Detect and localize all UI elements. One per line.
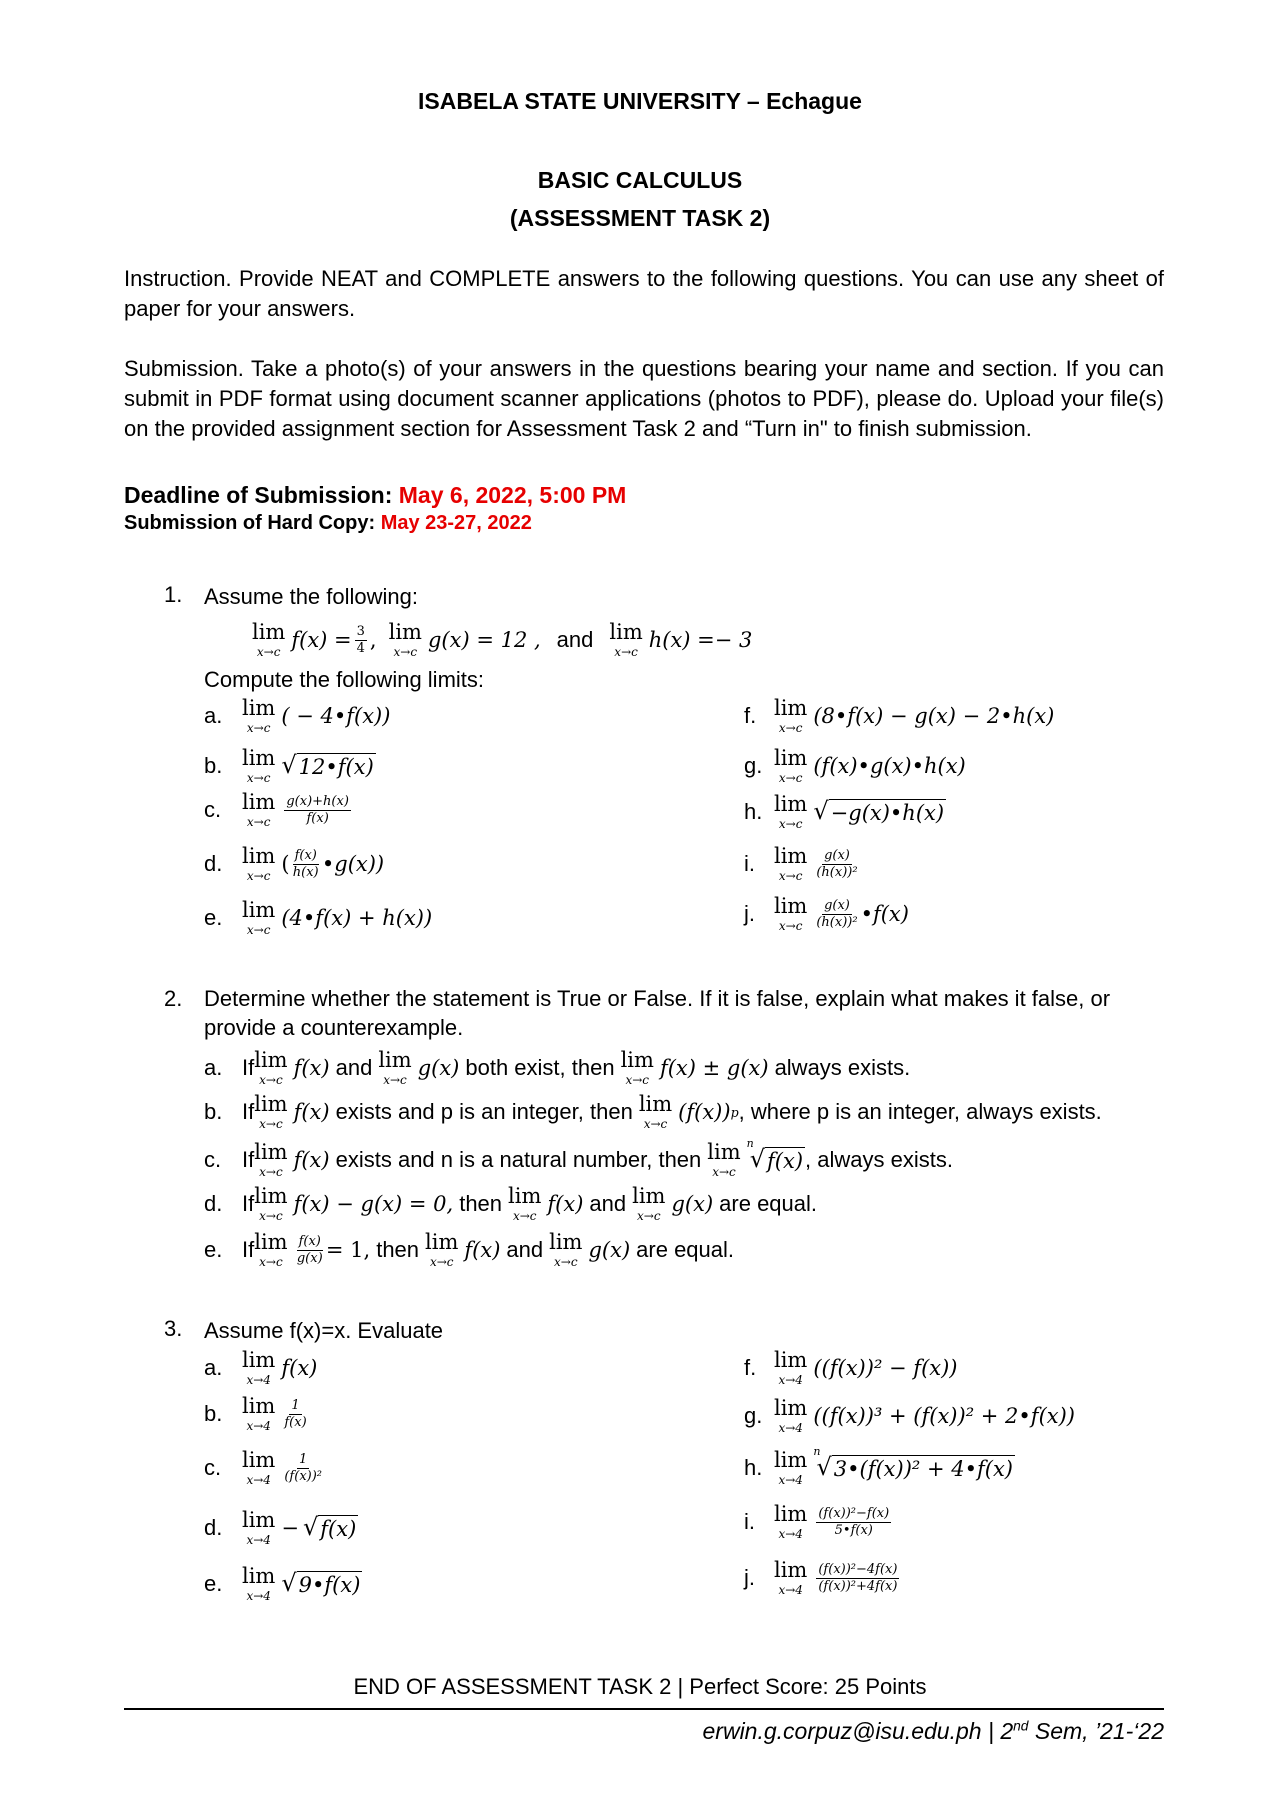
lim-operator: lim x→4	[774, 1502, 808, 1541]
q1-compute: Compute the following limits:	[204, 667, 485, 692]
lim-operator: lim x→c	[242, 696, 276, 735]
deadline-value: May 6, 2022, 5:00 PM	[398, 482, 627, 508]
lim-operator: lim x→c	[242, 790, 276, 829]
q1-item-i	[744, 846, 861, 882]
course-title: BASIC CALCULUS	[537, 167, 743, 193]
q1-item-g: g. lim x→c (f(x)•g(x)•h(x)	[744, 746, 966, 785]
end-of-assessment: END OF ASSESSMENT TASK 2 | Perfect Score: 25 Points	[353, 1674, 927, 1699]
lim-operator: lim x→c	[609, 620, 643, 659]
q2-number: 2.	[164, 986, 183, 1011]
given-and: and	[556, 627, 594, 652]
q3-item-d: d. lim x→4 − √ f(x)	[204, 1508, 357, 1547]
q3-number: 3.	[164, 1316, 183, 1341]
sqrt-symbol: n √ f(x)	[746, 1137, 804, 1173]
item-label: f.	[744, 703, 757, 728]
item-label: j.	[744, 1565, 755, 1590]
sqrt-symbol: √ f(x)	[302, 1513, 357, 1541]
deadline-label: Deadline of Submission:	[124, 482, 399, 508]
footer-signature: erwin.g.corpuz@isu.edu.ph | 2nd Sem, ’21-‘22	[702, 1718, 1164, 1744]
q1-item-b	[204, 748, 376, 784]
q1-given: lim x→c f(x) = $\frac{3}{4}$ , lim x→c g(x) = 12 , and lim x→c h(x) =− 3	[252, 620, 753, 659]
fraction: $\frac{1}{\text{(f(x))²}}$	[284, 1451, 323, 1484]
lim-operator: lim x→c	[425, 1230, 459, 1269]
lim-operator: lim x→4	[774, 1448, 808, 1487]
item-label: b.	[204, 753, 223, 778]
q1-item-j: j. lim x→c $\frac{g(x)}{\text{(h(x))²}}$ •f(x)	[744, 894, 909, 933]
lim-operator: lim x→c	[254, 1092, 288, 1131]
item-label: c.	[204, 1455, 222, 1480]
sqrt-symbol: √ 12•f(x)	[281, 751, 374, 779]
lim-operator: lim x→c	[254, 1140, 288, 1179]
sqrt-symbol: n √ 3•(f(x))² + 4•f(x)	[813, 1445, 1013, 1481]
item-label: j.	[744, 901, 755, 926]
fraction: $\frac{f(x)}{g(x)}$	[296, 1233, 323, 1266]
item-label: e.	[204, 1237, 223, 1262]
item-label: d.	[204, 1191, 223, 1216]
lim-operator: lim x→4	[774, 1348, 808, 1387]
q1-number: 1.	[164, 582, 183, 607]
lim-operator: lim x→c	[774, 792, 808, 831]
item-label: i.	[744, 1509, 755, 1534]
item-label: i.	[744, 851, 755, 876]
sqrt-symbol: √ −g(x)•h(x)	[813, 797, 945, 825]
lim-operator: lim x→c	[549, 1230, 583, 1269]
item-label: g.	[744, 1403, 763, 1428]
q3-item-c	[204, 1450, 325, 1486]
lim-operator: lim x→4	[774, 1396, 808, 1435]
lim-operator: lim x→c	[254, 1048, 288, 1087]
q3-item-j	[744, 1560, 902, 1596]
lim-operator: lim x→c	[388, 620, 422, 659]
item-label: h.	[744, 1455, 763, 1480]
q1-item-c	[204, 792, 354, 828]
lim-operator: lim x→c	[774, 696, 808, 735]
q2-text: Determine whether the statement is True or False. If it is false, explain what makes it false, or provide a counterexample.	[204, 986, 1111, 1040]
given-f: f(x) =	[291, 628, 352, 652]
lim-operator: lim x→4	[242, 1508, 276, 1547]
hardcopy-label: Submission of Hard Copy:	[124, 512, 381, 534]
q3-item-i	[744, 1504, 894, 1540]
hardcopy-line	[124, 512, 532, 535]
lim-operator: lim x→c	[638, 1092, 673, 1131]
item-label: b.	[204, 1099, 223, 1124]
lim-operator: lim x→4	[242, 1394, 276, 1433]
q3-item-h	[744, 1445, 1015, 1487]
item-label: a.	[204, 1055, 223, 1080]
item-label: e.	[204, 905, 223, 930]
q3-item-b	[204, 1396, 310, 1432]
university-title: ISABELA STATE UNIVERSITY – Echague	[418, 88, 862, 114]
item-label: a.	[204, 1355, 223, 1380]
lim-operator: lim x→c	[242, 898, 276, 937]
lim-operator: lim x→c	[774, 844, 808, 883]
footer-rule	[124, 1708, 1164, 1710]
q3-item-a: a. lim x→4 f(x)	[204, 1348, 318, 1387]
item-label: d.	[204, 851, 223, 876]
fraction: $\frac{f(x)}{h(x)}$	[292, 847, 319, 880]
q2-item-a: a. If lim x→c f(x) and lim x→c g(x) both exist, then lim x→c f(x) ± g(x) always exists.	[204, 1048, 911, 1087]
item-label: h.	[744, 799, 763, 824]
lim-operator: lim x→c	[508, 1184, 542, 1223]
q1-item-d: d. lim x→c ( $\frac{f(x)}{h(x)}$ •g(x))	[204, 844, 385, 883]
fraction: $\frac{g(x)}{\text{(h(x))²}}$	[816, 847, 858, 880]
given-g: g(x) = 12 ,	[427, 628, 541, 652]
q1-item-h	[744, 794, 946, 830]
lim-operator: lim x→4	[774, 1558, 808, 1597]
fraction: $\frac{1}{f(x)}$	[284, 1397, 307, 1430]
q1-item-e: e. lim x→c (4•f(x) + h(x))	[204, 898, 433, 937]
fraction: $\frac{\text{(f(x))²−f(x)}}{5•f(x)}$	[818, 1505, 890, 1538]
q2-item-d: d. If lim x→c f(x) − g(x) = 0, then lim x→c f(x) and lim x→c g(x) are equal.	[204, 1184, 818, 1223]
given-f-fraction: $\frac{3}{4}$	[356, 623, 365, 656]
q1-item-f: f. lim x→c (8•f(x) − g(x) − 2•h(x)	[744, 696, 1055, 735]
q1-item-a: a. lim x→c ( − 4•f(x))	[204, 696, 391, 735]
q3-text: Assume f(x)=x. Evaluate	[204, 1318, 444, 1343]
item-label: d.	[204, 1515, 223, 1540]
lim-operator: lim x→c	[242, 844, 276, 883]
sqrt-symbol: √ 9•f(x)	[281, 1569, 361, 1597]
item-label: c.	[204, 797, 222, 822]
item-label: a.	[204, 703, 223, 728]
lim-operator: lim x→c	[378, 1048, 412, 1087]
q2-item-e: e. If lim x→c $\frac{f(x)}{g(x)}$ = 1, then lim x→c f(x) and lim x→c g(x) are equal.	[204, 1230, 735, 1269]
lim-operator: lim x→4	[242, 1448, 276, 1487]
lim-operator: lim x→4	[242, 1564, 276, 1603]
lim-operator: lim x→c	[774, 746, 808, 785]
q3-item-e	[204, 1566, 362, 1602]
q2-item-b: b. If lim x→c f(x) exists and p is an integer, then lim x→c (f(x)) p , where p is an integer, always exists.	[204, 1092, 1102, 1131]
email-link[interactable]: erwin.g.corpuz@isu.edu.ph | 2	[702, 1718, 1014, 1744]
item-label: g.	[744, 753, 763, 778]
item-label: b.	[204, 1401, 223, 1426]
q2-item-c: c. If lim x→c f(x) exists and n is a natural number, then lim x→c n √ f(x) , always exists.	[204, 1137, 953, 1179]
lim-operator: lim x→c	[254, 1184, 288, 1223]
lim-operator: lim x→c	[252, 620, 286, 659]
hardcopy-value: May 23-27, 2022	[380, 512, 532, 534]
lim-operator: lim x→4	[242, 1348, 276, 1387]
q3-item-g: g. lim x→4 ((f(x))³ + (f(x))² + 2•f(x))	[744, 1396, 1075, 1435]
lim-operator: lim x→c	[774, 894, 808, 933]
lim-operator: lim x→c	[254, 1230, 288, 1269]
lim-operator: lim x→c	[242, 746, 276, 785]
fraction: $\frac{g(x)+h(x)}{f(x)}$	[286, 793, 349, 826]
submission-paragraph: Submission. Take a photo(s) of your answers in the questions bearing your name and section. If you can submit in PDF format using document scanner applications (photos to PDF), please do. Upload your file(s) on the provided assignment section for Assessment Task 2 and “Turn in" to finish submission.	[124, 356, 1164, 441]
given-h: h(x) =− 3	[648, 628, 753, 652]
item-label: f.	[744, 1355, 757, 1380]
lim-operator: lim x→c	[707, 1140, 741, 1179]
deadline-line	[124, 482, 626, 509]
lim-operator: lim x→c	[632, 1184, 666, 1223]
q1-intro: Assume the following:	[204, 584, 418, 609]
fraction: $\frac{\text{(f(x))²−4f(x)}}{\text{(f(x))²+4f(x)}}$	[818, 1561, 898, 1594]
q3-item-f: f. lim x→4 ((f(x))² − f(x))	[744, 1348, 958, 1387]
item-label: c.	[204, 1147, 222, 1172]
lim-operator: lim x→c	[620, 1048, 654, 1087]
fraction: $\frac{g(x)}{\text{(h(x))²}}$	[816, 897, 858, 930]
task-title: (ASSESSMENT TASK 2)	[509, 205, 771, 231]
instruction-paragraph: Instruction. Provide NEAT and COMPLETE answers to the following questions. You can use any sheet of paper for your answers.	[124, 266, 1164, 321]
item-label: e.	[204, 1571, 223, 1596]
